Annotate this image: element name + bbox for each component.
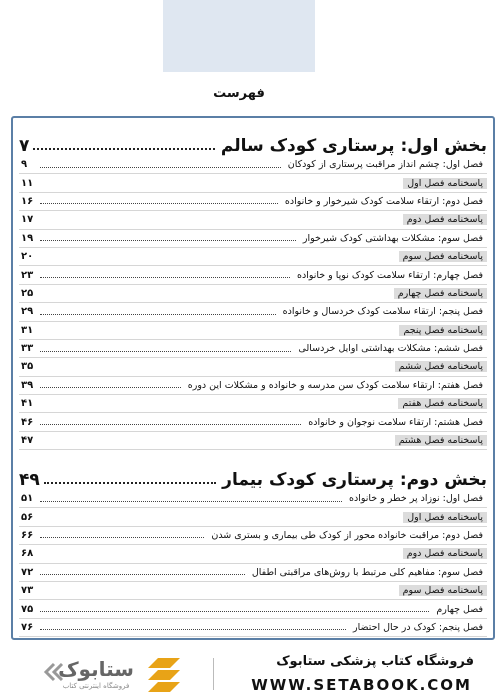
toc-entry-page: ۷۳ — [21, 585, 34, 597]
toc-chapter-row[interactable] — [19, 490, 487, 508]
leader-dots — [40, 159, 281, 168]
toc-entry-page: ۷۲ — [21, 566, 34, 578]
section-1 — [19, 126, 487, 450]
toc-chapter-row[interactable] — [19, 230, 487, 248]
toc-entry-page: ۹ — [21, 159, 28, 171]
toc-entry-label: فصل اول: نوزاد پر خطر و خانواده — [349, 493, 483, 505]
toc-answer-row[interactable] — [19, 285, 487, 303]
toc-chapter-row[interactable] — [19, 303, 487, 321]
toc-chapter-row[interactable] — [19, 564, 487, 582]
toc-answer-row[interactable] — [19, 395, 487, 413]
toc-entry-label: پاسخنامه فصل پنجم — [399, 325, 487, 336]
toc-entry-page: ۱۱ — [21, 177, 34, 189]
shop-name: فروشگاه کتاب پزشکی ستابوک — [276, 654, 474, 669]
leader-dots — [40, 566, 245, 575]
toc-entry-page: ۱۷ — [21, 214, 34, 226]
leader-dots — [40, 379, 181, 388]
leader-dots — [40, 398, 395, 406]
toc-chapter-row[interactable] — [19, 377, 487, 395]
toc-chapter-row[interactable] — [19, 413, 487, 431]
toc-chapter-row[interactable] — [19, 193, 487, 211]
toc-entry-label: فصل هفتم: ارتقاء سلامت کودک سن مدرسه و خانواده و مشکلات این دوره — [187, 379, 483, 391]
leader-dots — [40, 195, 278, 204]
leader-dots — [40, 493, 342, 502]
logo-subtext: فروشگاه اینترنتی کتاب — [62, 682, 130, 690]
toc-entry-page: ۶۶ — [21, 529, 34, 541]
toc-entry-page: ۶۸ — [21, 548, 34, 560]
footer-divider — [213, 658, 214, 690]
toc-chapter-row[interactable] — [19, 340, 487, 358]
toc-entry-label: فصل سوم: مشکلات بهداشتی کودک شیرخوار — [302, 232, 483, 244]
toc-entry-label: پاسخنامه فصل سوم — [399, 251, 487, 262]
toc-entry-label: فصل سوم: مفاهیم کلی مرتبط با روش‌های مراقبتی اطفال — [251, 566, 483, 578]
section-2-heading[interactable] — [19, 460, 487, 490]
leader-dots — [40, 585, 396, 593]
section-1-page: ۷ — [19, 136, 30, 156]
leader-dots — [40, 416, 301, 425]
toc-entry-page: ۵۶ — [21, 511, 34, 523]
toc-chapter-row[interactable] — [19, 527, 487, 545]
header-band — [163, 0, 315, 72]
toc-entry-label: فصل پنجم: کودک در حال احتضار — [353, 621, 483, 633]
toc-answer-row[interactable] — [19, 508, 487, 526]
section-2-page: ۴۹ — [19, 470, 40, 490]
logo-mark-icon — [148, 658, 180, 692]
toc-entry-page: ۱۹ — [21, 232, 34, 244]
leader-dots — [40, 529, 204, 538]
setabook-logo[interactable] — [40, 654, 188, 692]
toc-answer-row[interactable] — [19, 174, 487, 192]
logo-text: ستابوک — [58, 657, 134, 681]
toc-entry-label: پاسخنامه فصل دوم — [403, 548, 487, 559]
toc-entry-label: پاسخنامه فصل هشتم — [395, 435, 487, 446]
leader-dots — [44, 482, 216, 484]
toc-entry-label: فصل پنجم: ارتقاء سلامت کودک خردسال و خانواده — [282, 306, 483, 318]
toc-entry-label: پاسخنامه فصل هفتم — [398, 398, 487, 409]
toc-entry-page: ۵۱ — [21, 493, 34, 505]
toc-entry-page: ۳۵ — [21, 361, 34, 373]
section-1-rows — [19, 156, 487, 450]
leader-dots — [40, 548, 400, 556]
shop-url[interactable]: WWW.SETABOOK.COM — [251, 676, 472, 694]
toc-answer-row[interactable] — [19, 211, 487, 229]
leader-dots — [40, 512, 400, 520]
page-title: فهرست — [213, 86, 265, 101]
section-2 — [19, 460, 487, 637]
toc-entry-label: پاسخنامه فصل چهارم — [394, 288, 487, 299]
toc-entry-label: پاسخنامه فصل اول — [403, 512, 487, 523]
section-1-title: بخش اول: پرستاری کودک سالم — [220, 136, 487, 156]
toc-entry-label: پاسخنامه فصل ششم — [395, 361, 487, 372]
toc-entry-label: فصل اول: چشم انداز مراقبت پرستاری از کودکان — [287, 159, 483, 171]
toc-entry-page: ۷۵ — [21, 603, 34, 615]
toc-entry-page: ۳۳ — [21, 343, 34, 355]
leader-dots — [40, 232, 296, 241]
toc-entry-page: ۲۵ — [21, 287, 34, 299]
toc-entry-page: ۴۶ — [21, 416, 34, 428]
leader-dots — [40, 361, 392, 369]
leader-dots — [40, 343, 291, 352]
toc-chapter-row[interactable] — [19, 619, 487, 637]
leader-dots — [40, 269, 290, 278]
leader-dots — [40, 306, 276, 315]
toc-chapter-row[interactable] — [19, 600, 487, 618]
leader-dots — [40, 288, 391, 296]
section-2-title: بخش دوم: پرستاری کودک بیمار — [222, 470, 487, 490]
toc-chapter-row[interactable] — [19, 266, 487, 284]
toc-entry-page: ۷۶ — [21, 621, 34, 633]
toc-answer-row[interactable] — [19, 248, 487, 266]
leader-dots — [40, 325, 396, 333]
toc-entry-page: ۳۹ — [21, 379, 34, 391]
toc-entry-page: ۲۰ — [21, 251, 34, 263]
toc-answer-row[interactable] — [19, 545, 487, 563]
leader-dots — [40, 603, 429, 612]
toc-entry-label: فصل دوم: ارتقاء سلامت کودک شیرخوار و خانواده — [284, 195, 483, 207]
leader-dots — [40, 435, 392, 443]
toc-entry-page: ۱۶ — [21, 195, 34, 207]
toc-answer-row[interactable] — [19, 358, 487, 376]
toc-entry-label: فصل ششم: مشکلات بهداشتی اوایل خردسالی — [298, 343, 483, 355]
toc-entry-page: ۴۱ — [21, 398, 34, 410]
toc-entry-label: پاسخنامه فصل اول — [403, 178, 487, 189]
toc-answer-row[interactable] — [19, 322, 487, 340]
toc-entry-label: پاسخنامه فصل دوم — [403, 214, 487, 225]
toc-frame — [11, 116, 495, 640]
toc-entry-page: ۴۷ — [21, 435, 34, 447]
leader-dots — [40, 251, 396, 259]
toc-entry-label: پاسخنامه فصل سوم — [399, 585, 487, 596]
toc-entry-label: فصل دوم: مراقبت خانواده محور از کودک طی بیماری و بستری شدن — [211, 529, 483, 541]
leader-dots — [33, 148, 214, 150]
toc-answer-row[interactable] — [19, 432, 487, 450]
leader-dots — [40, 214, 400, 222]
toc-answer-row[interactable] — [19, 582, 487, 600]
leader-dots — [40, 621, 346, 630]
toc-entry-page: ۲۳ — [21, 269, 34, 281]
leader-dots — [40, 178, 400, 186]
section-1-heading[interactable] — [19, 126, 487, 156]
section-2-rows — [19, 490, 487, 637]
toc-entry-page: ۲۹ — [21, 306, 34, 318]
toc-entry-label: فصل چهارم — [436, 603, 483, 615]
toc-entry-label: فصل چهارم: ارتقاء سلامت کودک نوپا و خانواده — [296, 269, 483, 281]
toc-chapter-row[interactable] — [19, 156, 487, 174]
toc-entry-label: فصل هشتم: ارتقاء سلامت نوجوان و خانواده — [308, 416, 483, 428]
toc-entry-page: ۳۱ — [21, 324, 34, 336]
